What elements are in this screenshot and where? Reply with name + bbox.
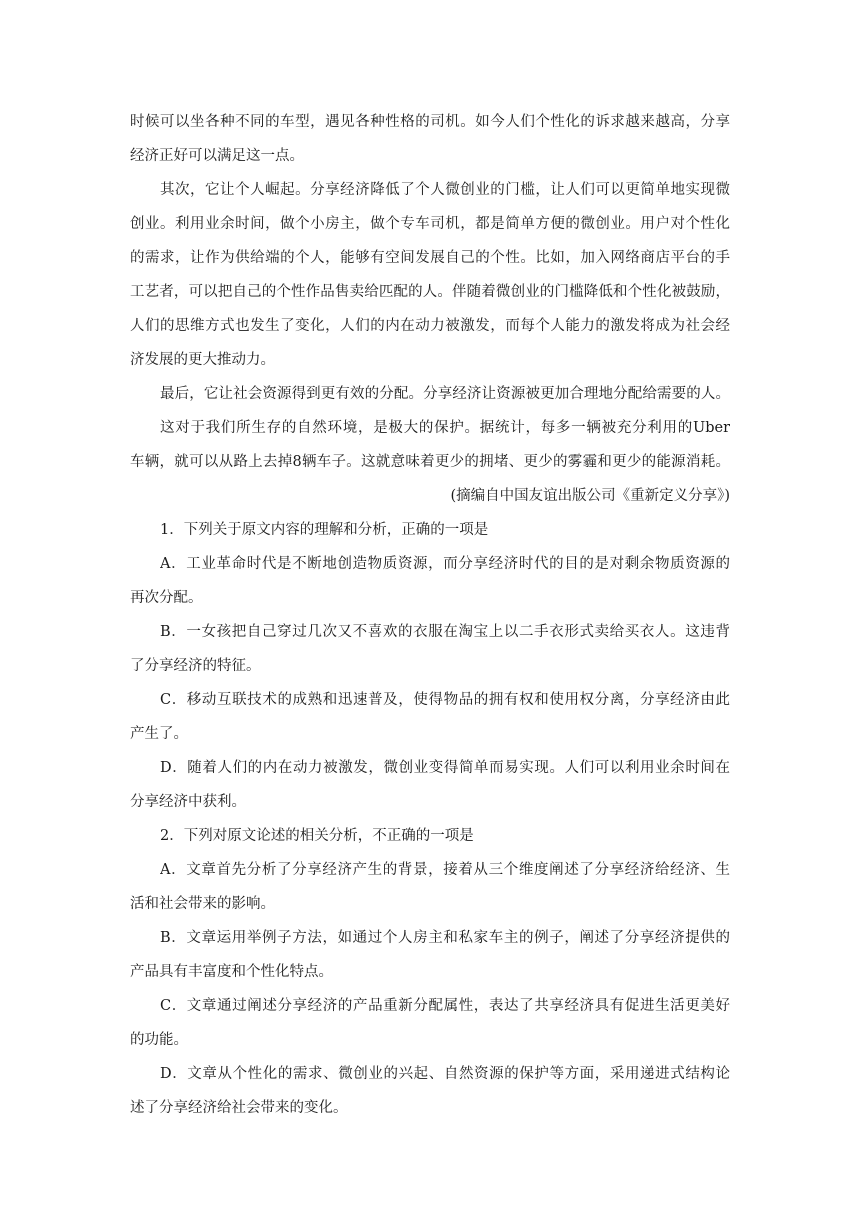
q2-option-b: B．文章运用举例子方法，如通过个人房主和私家车主的例子，阐述了分享经济提供的 (160, 930, 730, 946)
text-line: 创业。利用业余时间，做个小房主，做个专车司机，都是简单方便的微创业。用户对个性化 (130, 216, 730, 232)
q2-option-d: D．文章从个性化的需求、微创业的兴起、自然资源的保护等方面，采用递进式结构论 (160, 1066, 730, 1082)
q1-option-d: D．随着人们的内在动力被激发，微创业变得简单而易实现。人们可以利用业余时间在 (160, 760, 730, 776)
question-2-stem: 2．下列对原文论述的相关分析，不正确的一项是 (160, 828, 474, 844)
text-line: 活和社会带来的影响。 (130, 896, 275, 912)
text-line: 产品具有丰富度和个性化特点。 (130, 964, 333, 980)
source-citation: (摘编自中国友谊出版公司《重新定义分享》) (450, 488, 730, 504)
q1-option-b: B．一女孩把自己穿过几次又不喜欢的衣服在淘宝上以二手衣形式卖给买衣人。这违背 (160, 624, 730, 640)
text-line: 产生了。 (130, 726, 188, 742)
text-line: 的功能。 (130, 1032, 188, 1048)
text-line: 济发展的更大推动力。 (130, 352, 275, 368)
text-line: 工艺者，可以把自己的个性作品售卖给匹配的人。伴随着微创业的门槛降低和个性化被鼓励， (130, 284, 730, 300)
paragraph-first-line: 其次，它让个人崛起。分享经济降低了个人微创业的门槛，让人们可以更简单地实现微 (160, 182, 730, 198)
text-line: 再次分配。 (130, 590, 203, 606)
text-line: 了分享经济的特征。 (130, 658, 261, 674)
text-line: 经济正好可以满足这一点。 (130, 148, 304, 164)
text-line: 车辆，就可以从路上去掉8辆车子。这就意味着更少的拥堵、更少的雾霾和更少的能源消耗。 (130, 454, 730, 470)
text-line: 时候可以坐各种不同的车型，遇见各种性格的司机。如今人们个性化的诉求越来越高，分享 (130, 114, 730, 130)
paragraph-first-line: 这对于我们所生存的自然环境，是极大的保护。据统计，每多一辆被充分利用的Uber (160, 420, 730, 436)
q1-option-a: A．工业革命时代是不断地创造物质资源，而分享经济时代的目的是对剩余物质资源的 (160, 556, 730, 572)
question-1-stem: 1．下列关于原文内容的理解和分析，正确的一项是 (160, 522, 489, 538)
q2-option-c: C．文章通过阐述分享经济的产品重新分配属性，表达了共享经济具有促进生活更美好 (160, 998, 730, 1014)
q2-option-a: A．文章首先分析了分享经济产生的背景，接着从三个维度阐述了分享经济给经济、生 (160, 862, 730, 878)
text-line: 分享经济中获利。 (130, 794, 246, 810)
text-line: 人们的思维方式也发生了变化，人们的内在动力被激发，而每个人能力的激发将成为社会经 (130, 318, 730, 334)
text-line: 述了分享经济给社会带来的变化。 (130, 1100, 348, 1116)
q1-option-c: C．移动互联技术的成熟和迅速普及，使得物品的拥有权和使用权分离，分享经济由此 (160, 692, 730, 708)
text-line: 的需求，让作为供给端的个人，能够有空间发展自己的个性。比如，加入网络商店平台的手 (130, 250, 730, 266)
paragraph-first-line: 最后，它让社会资源得到更有效的分配。分享经济让资源被更加合理地分配给需要的人。 (160, 386, 730, 402)
